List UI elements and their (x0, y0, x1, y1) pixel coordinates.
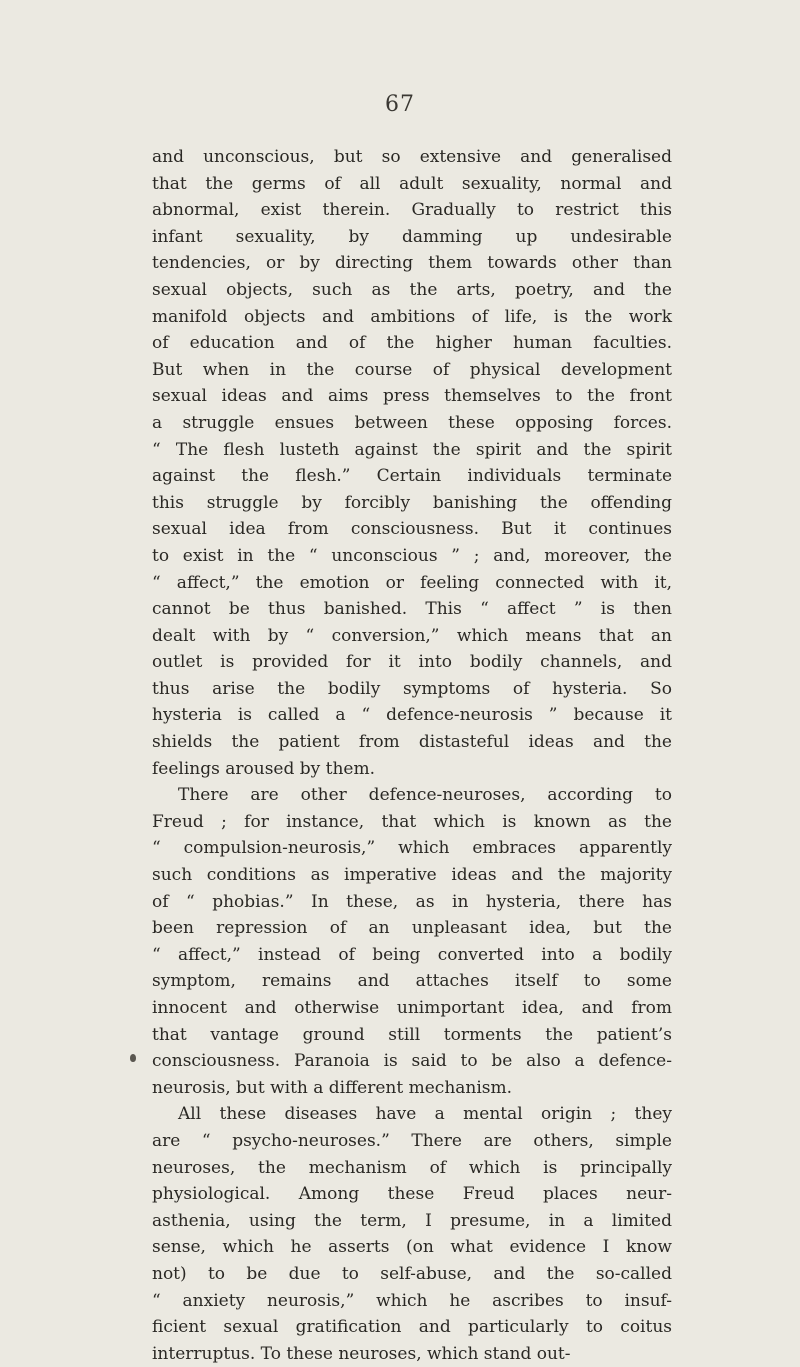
text-line: outlet is provided for it into bodily channels, and (152, 652, 672, 673)
margin-mark (130, 1054, 136, 1062)
text-line: not) to be due to self-abuse, and the so-called (152, 1263, 672, 1284)
text-line: But when in the course of physical development (152, 359, 672, 380)
text-line: ficient sexual gratification and particularly to coitus (152, 1317, 672, 1338)
text-line: against the flesh.” Certain individuals terminate (152, 466, 672, 487)
text-line: been repression of an unpleasant idea, but the (152, 918, 672, 939)
text-line: “ compulsion-neurosis,” which embraces apparently (152, 838, 672, 859)
text-line: neuroses, the mechanism of which is principally (152, 1157, 672, 1178)
text-line: manifold objects and ambitions of life, is the work (152, 306, 672, 327)
text-line: interruptus. To these neuroses, which stand out- (152, 1343, 571, 1364)
text-line: All these diseases have a mental origin ; they (178, 1104, 672, 1125)
text-line: are “ psycho-neuroses.” There are others, simple (152, 1130, 672, 1151)
text-line: tendencies, or by directing them towards other than (152, 253, 672, 274)
text-line: neurosis, but with a different mechanism. (152, 1077, 513, 1098)
text-line: and unconscious, but so extensive and generalised (152, 147, 672, 167)
text-line: a struggle ensues between these opposing forces. (152, 412, 672, 433)
text-line: sexual objects, such as the arts, poetry, and the (152, 279, 672, 300)
text-line: thus arise the bodily symptoms of hysteria. So (152, 678, 672, 699)
text-line: Freud ; for instance, that which is known as the (152, 811, 672, 832)
text-line: hysteria is called a “ defence-neurosis ” because it (152, 705, 672, 726)
text-line: of education and of the higher human faculties. (152, 333, 672, 354)
text-line: sexual ideas and aims press themselves to the front (152, 386, 672, 407)
text-line: consciousness. Paranoia is said to be also a defence- (152, 1051, 672, 1072)
text-line: There are other defence-neuroses, according to (178, 785, 672, 806)
text-line: cannot be thus banished. This “ affect ” is then (152, 599, 672, 620)
text-line: to exist in the “ unconscious ” ; and, moreover, the (152, 545, 672, 566)
text-line: this struggle by forcibly banishing the offending (152, 492, 672, 513)
text-line: infant sexuality, by damming up undesirable (152, 226, 672, 247)
text-line: innocent and otherwise unimportant idea, and from (152, 998, 672, 1018)
text-line: abnormal, exist therein. Gradually to restrict this (152, 200, 672, 221)
text-line: of “ phobias.” In these, as in hysteria, there has (152, 891, 672, 912)
text-line: sense, which he asserts (on what evidence I know (152, 1237, 672, 1258)
text-line: feelings aroused by them. (152, 758, 376, 779)
text-line: shields the patient from distasteful ideas and the (152, 732, 672, 753)
text-line: dealt with by “ conversion,” which means that an (152, 625, 672, 646)
text-line: such conditions as imperative ideas and the majority (152, 865, 672, 886)
text-line: “ affect,” instead of being converted into a bodily (152, 944, 672, 965)
text-line: “ anxiety neurosis,” which he ascribes to insuf- (152, 1290, 672, 1311)
text-line: “ affect,” the emotion or feeling connected with it, (152, 572, 672, 593)
text-line: that the germs of all adult sexuality, normal and (152, 173, 672, 194)
text-line: that vantage ground still torments the patient’s (152, 1024, 672, 1045)
text-line: symptom, remains and attaches itself to some (152, 971, 672, 992)
page-number: 67 (385, 92, 415, 117)
text-line: “ The flesh lusteth against the spirit and the spirit (152, 439, 672, 460)
text-line: physiological. Among these Freud places neur- (152, 1184, 672, 1205)
text-line: asthenia, using the term, I presume, in a limited (152, 1210, 672, 1231)
text-line: sexual idea from consciousness. But it continues (152, 519, 672, 540)
body-text (152, 144, 672, 1367)
